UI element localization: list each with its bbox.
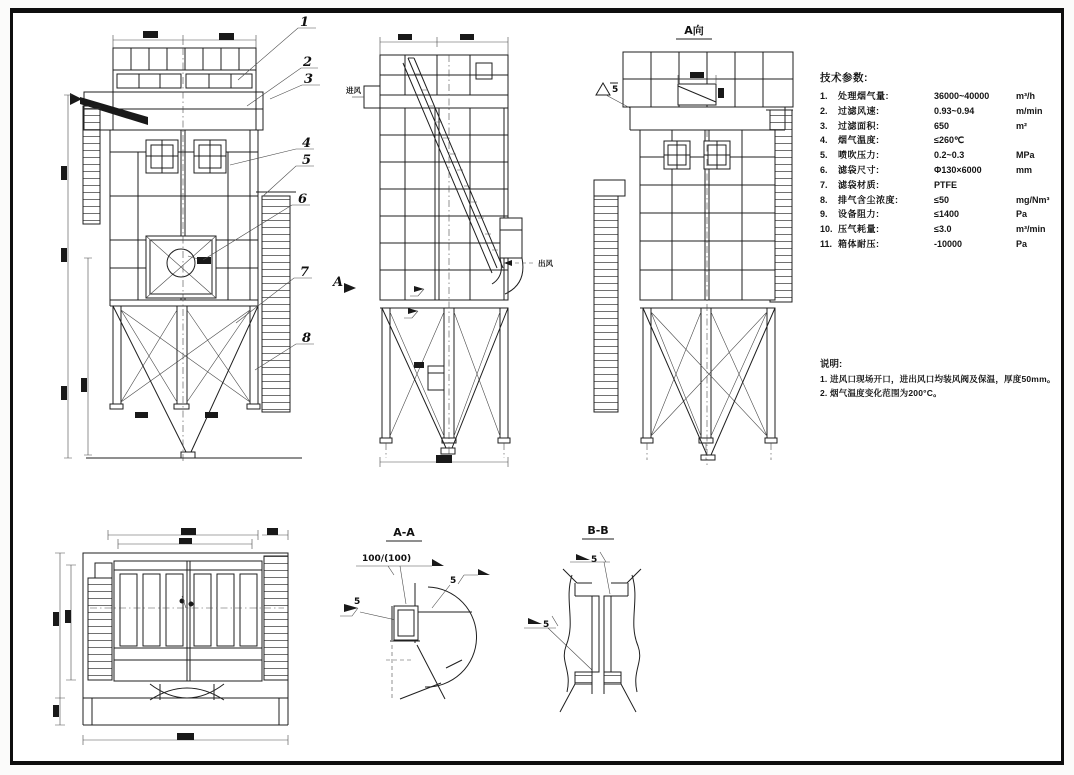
param-value: -10000 (934, 238, 963, 249)
param-no: 9. (820, 209, 828, 220)
param-unit: m/min (1016, 105, 1043, 116)
tech-param-row (820, 222, 1068, 237)
section-aa (340, 526, 490, 700)
param-no: 1. (820, 91, 828, 101)
weld-size-left2: 5 (543, 620, 550, 630)
top-view (53, 528, 288, 745)
param-label: 过滤风速: (838, 105, 880, 116)
callout-6: 6 (298, 192, 308, 207)
weld-size-left: 5 (354, 597, 361, 607)
inlet-panel (146, 236, 216, 298)
inlet-duct-stub (364, 86, 380, 108)
callout-5: 5 (302, 153, 312, 168)
callout-2: 2 (303, 55, 313, 70)
param-value: PTFE (934, 179, 958, 190)
support-legs (380, 308, 510, 443)
param-value: ≤50 (934, 194, 949, 205)
weld-size-label: 5 (612, 85, 619, 95)
tech-params-title: 技术参数: (820, 72, 868, 84)
param-unit: m³/h (1016, 91, 1035, 101)
tech-param-row (820, 193, 1068, 208)
param-label: 设备阻力: (838, 209, 880, 220)
tech-param-row (820, 178, 1068, 193)
access-door (146, 140, 178, 173)
note-line: 1. 进风口现场开口，进出风口均装风阀及保温，厚度50mm。 (820, 374, 1056, 384)
notes-panel (820, 356, 1070, 400)
param-label: 喷吹压力: (838, 150, 880, 161)
section-aa-title: A-A (393, 526, 415, 539)
access-door (664, 141, 690, 169)
section-bb-title: B-B (587, 524, 609, 537)
param-unit: Pa (1016, 209, 1028, 220)
param-value: ≤1400 (934, 209, 959, 220)
outlet-label: 出风 (538, 259, 553, 268)
support-legs (641, 308, 777, 443)
access-door (704, 141, 730, 169)
param-value: 0.2~0.3 (934, 150, 965, 161)
param-unit: m² (1016, 120, 1027, 131)
param-no: 11. (820, 238, 833, 249)
param-label: 箱体耐压: (838, 238, 880, 249)
param-unit: mg/Nm³ (1016, 194, 1050, 205)
param-no: 10. (820, 224, 833, 235)
param-unit: MPa (1016, 150, 1035, 161)
weld-flag-icon (576, 554, 590, 560)
param-value: 0.93~0.94 (934, 105, 975, 116)
notes-title: 说明: (820, 359, 843, 370)
tech-param-row (820, 163, 1068, 178)
param-no: 3. (820, 120, 828, 131)
weld-size-top: 5 (591, 555, 598, 565)
tech-param-row (820, 133, 1068, 148)
param-no: 2. (820, 105, 828, 116)
note-line: 2. 烟气温度变化范围为200°C。 (820, 387, 942, 398)
weld-flag-icon (478, 569, 490, 575)
param-label: 排气含尘浓度: (838, 194, 899, 205)
callout-1: 1 (300, 15, 310, 30)
weld-flag-icon (432, 559, 444, 566)
tech-params-panel (820, 70, 1068, 252)
section-bb (524, 524, 641, 712)
ladder-left (88, 578, 112, 680)
detail-boundary-circle (425, 587, 477, 687)
callout-4: 4 (302, 136, 312, 151)
section-arrow-icon (344, 283, 356, 293)
param-unit: Pa (1016, 238, 1028, 249)
tech-param-row (820, 89, 1068, 104)
param-label: 滤袋材质: (838, 179, 880, 190)
param-value: Φ130×6000 (934, 164, 982, 175)
callout-8: 8 (302, 331, 312, 346)
param-label: 烟气温度: (838, 135, 880, 146)
front-view (61, 15, 320, 462)
param-value: 650 (934, 120, 950, 131)
back-view-title: A向 (684, 24, 704, 37)
section-a-marker: A (333, 275, 344, 290)
param-unit: mm (1016, 164, 1033, 175)
ladder-right (264, 556, 288, 680)
tech-param-row (820, 237, 1068, 252)
param-no: 4. (820, 135, 828, 146)
hopper-discharge-box (428, 366, 444, 390)
tech-param-row (820, 207, 1068, 222)
weld-size-right: 5 (450, 576, 457, 586)
access-door (194, 140, 226, 173)
param-no: 7. (820, 179, 828, 190)
callout-7: 7 (300, 265, 310, 280)
param-no: 8. (820, 194, 828, 205)
param-label: 压气耗量: (838, 224, 880, 235)
param-value: ≤3.0 (934, 224, 952, 235)
inlet-label: 进风 (346, 86, 361, 95)
param-no: 6. (820, 164, 828, 175)
ladder-left (594, 196, 618, 412)
tech-param-row (820, 119, 1068, 134)
side-view (331, 34, 553, 467)
param-label: 过滤面积: (838, 120, 880, 131)
weld-note: 100/(100) (362, 554, 412, 564)
param-label: 滤袋尺寸: (838, 164, 880, 175)
param-label: 处理烟气量: (838, 91, 889, 101)
tech-param-row (820, 104, 1068, 119)
weld-flag-icon (528, 618, 542, 624)
ladder-right (262, 196, 290, 412)
param-value: 36000~40000 (934, 91, 990, 101)
back-view (594, 23, 793, 465)
param-value: ≤260℃ (934, 135, 965, 146)
ladder-left (83, 106, 100, 224)
param-unit: m³/min (1016, 224, 1046, 235)
callout-3: 3 (304, 72, 314, 87)
param-no: 5. (820, 150, 828, 161)
tech-param-row (820, 148, 1068, 163)
